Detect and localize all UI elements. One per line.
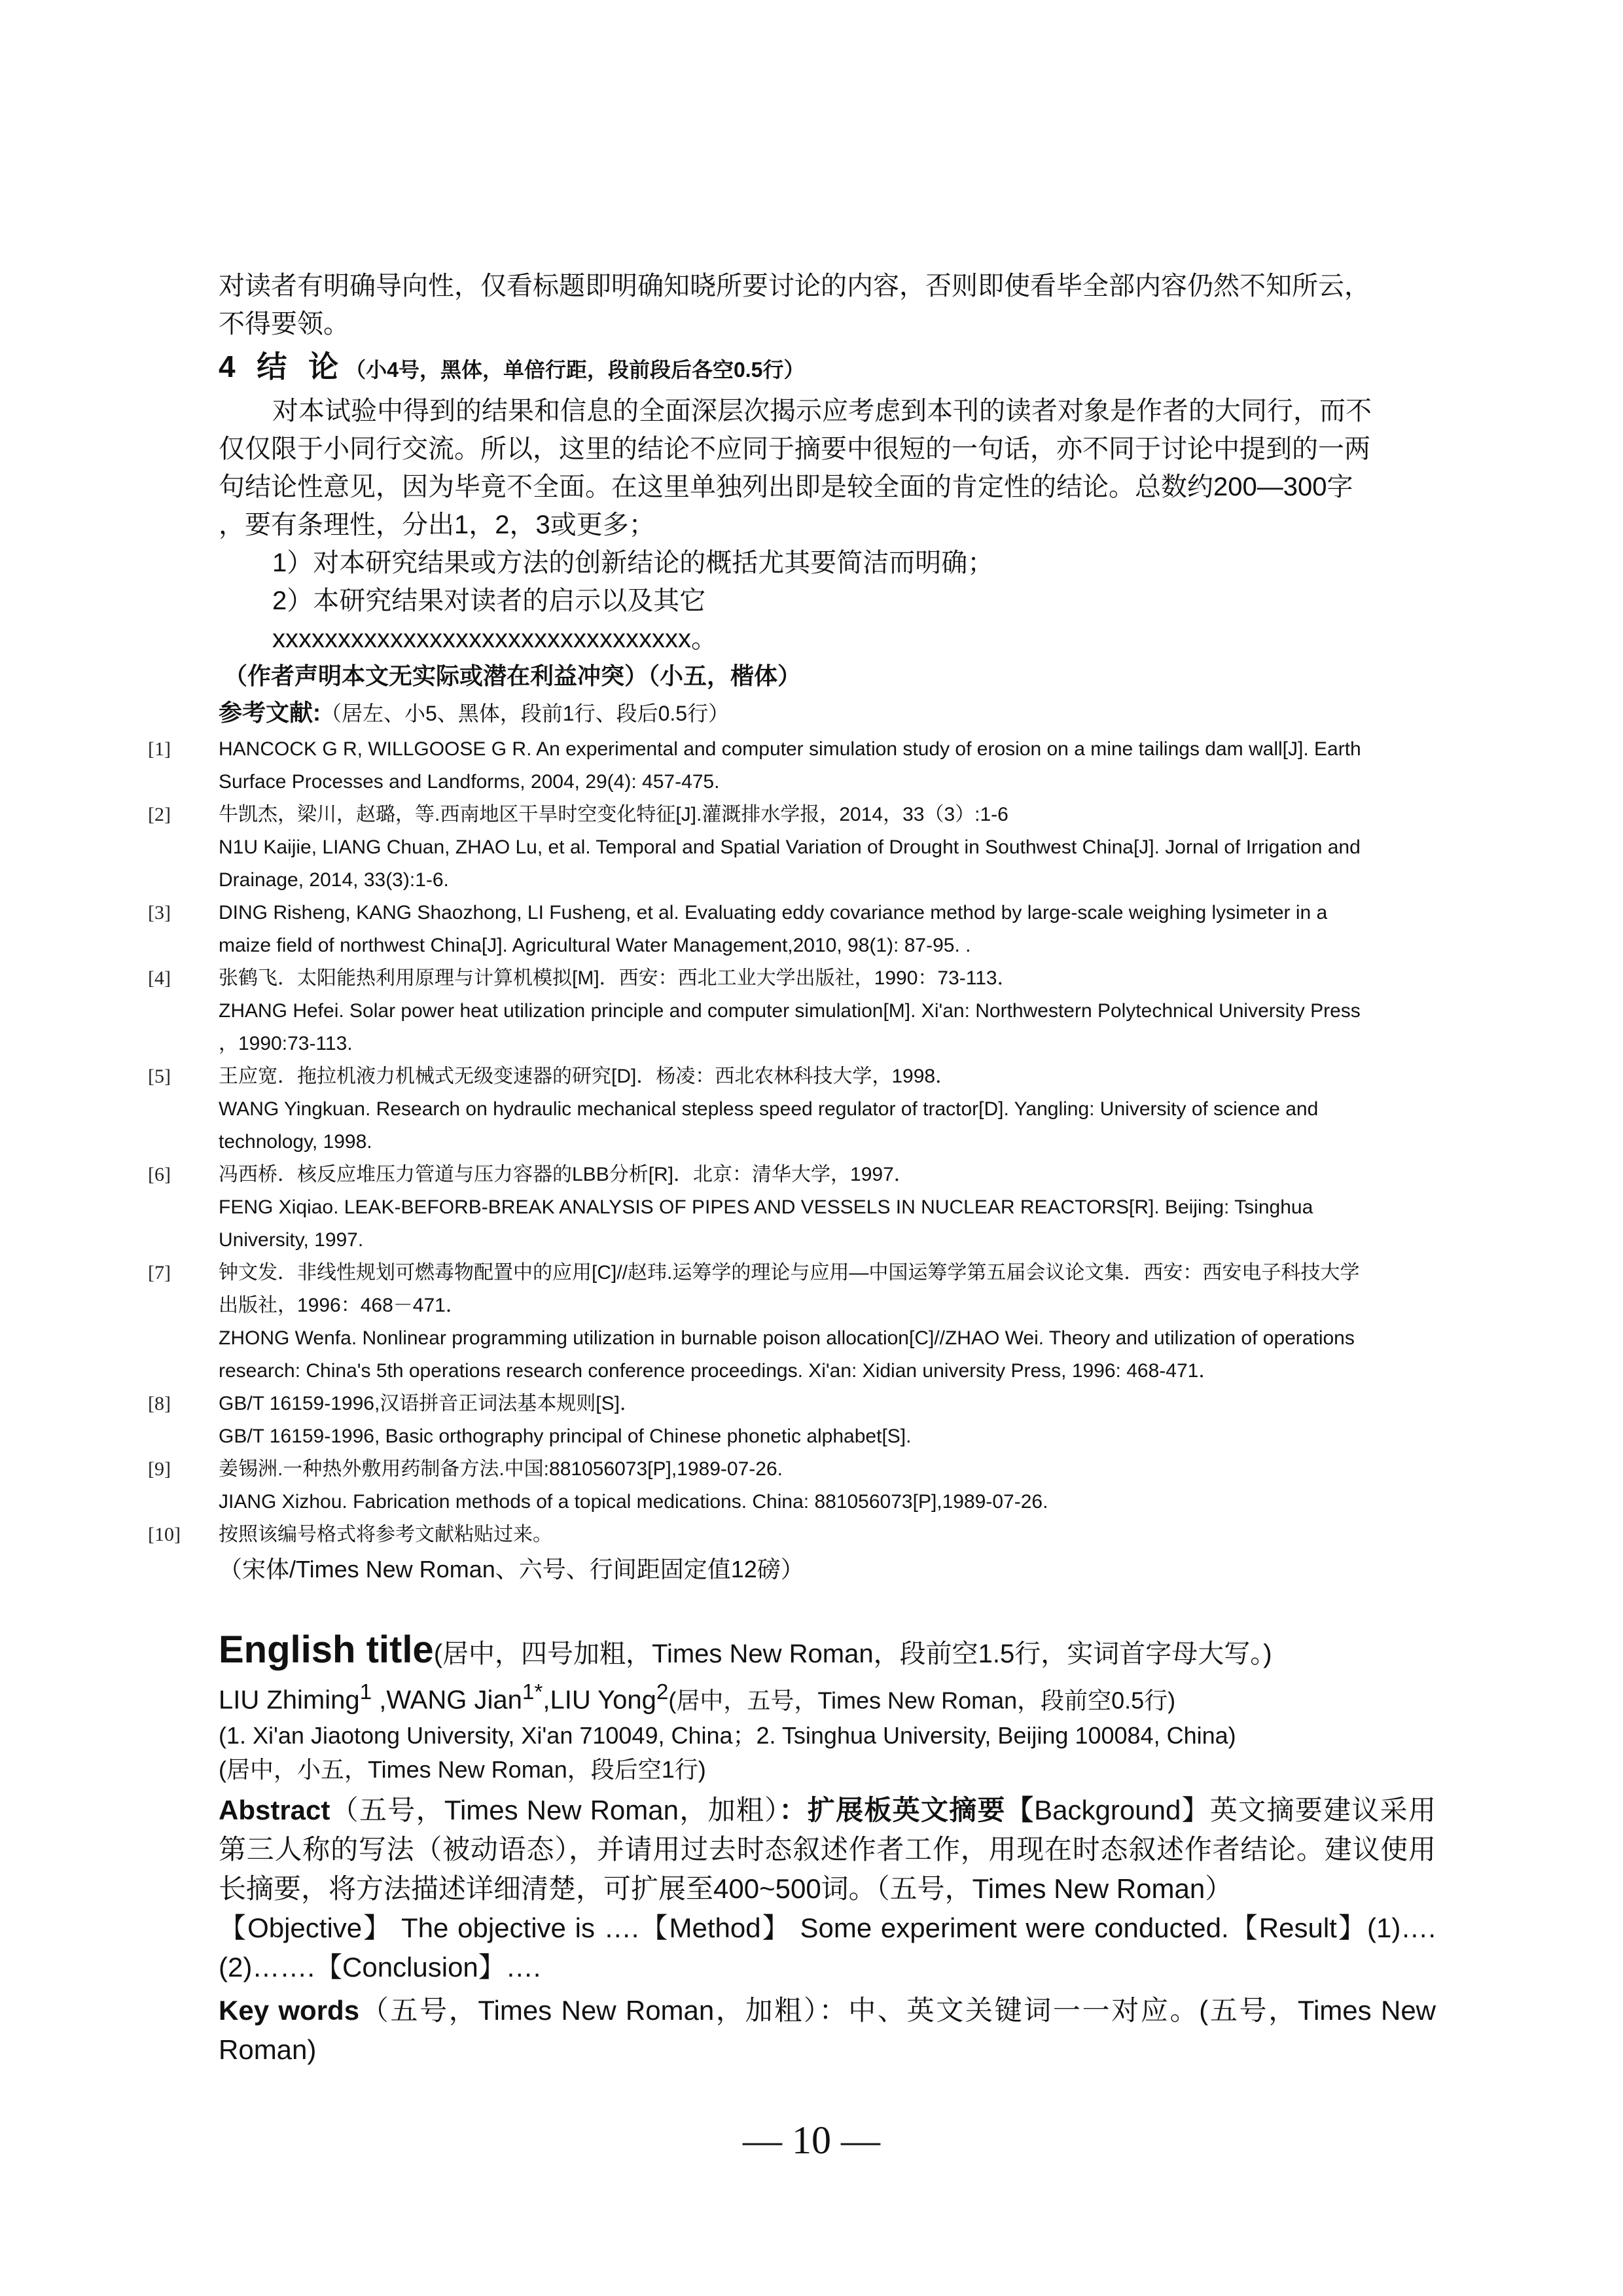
reference-line: University, 1997. <box>219 1229 364 1251</box>
reference-line: 出版社，1996：468－471． <box>219 1295 465 1316</box>
reference-item <box>148 962 1436 1060</box>
reference-line: research: China's 5th operations research conference proceedings. Xi'an: Xidian university Press, 1996: 468-471． <box>219 1360 1219 1382</box>
keywords-format-note: （五号，Times New Roman，加粗） <box>359 1995 819 2026</box>
reference-number: [5] <box>148 1066 171 1087</box>
reference-line: Surface Processes and Landforms, 2004, 29(4): 457-475. <box>219 771 720 793</box>
references-label: 参考文献: <box>219 699 321 726</box>
author-affiliation-mark: 1 <box>359 1680 372 1704</box>
references-heading <box>219 696 1436 730</box>
english-keywords <box>219 1991 1436 2070</box>
abstract-text: 】英文摘要建议采用第三人称的写法（被动语态），并请用过去时态叙述作者工作，用现在时态叙述作者结论。建议使用长摘要，将方法描述详细清楚，可扩展至400~500词。（五号，Times New Roman） <box>219 1795 1436 1905</box>
reference-line: GB/T 16159-1996, Basic orthography principal of Chinese phonetic alphabet[S]. <box>219 1426 912 1447</box>
reference-item <box>148 1257 1436 1388</box>
reference-number: [9] <box>148 1458 171 1480</box>
section-heading <box>219 346 1436 391</box>
reference-item <box>148 1158 1436 1257</box>
authors-format-note: (居中，五号，Times New Roman，段前空0.5行) <box>668 1687 1176 1714</box>
affiliation: (1. Xi'an Jiaotong University, Xi'an 710049, China；2. Tsinghua University, Beijing 100084, China) <box>219 1722 1236 1749</box>
page-content <box>148 267 1436 2070</box>
abstract-label: Abstract <box>219 1795 330 1826</box>
reference-line: 张鹤飞．太阳能热利用原理与计算机模拟[M]．西安：西北工业大学出版社，1990：73-113． <box>219 967 1017 989</box>
reference-number: [8] <box>148 1393 171 1414</box>
reference-item <box>148 1518 1436 1551</box>
body-paragraph-line: 对本试验中得到的结果和信息的全面深层次揭示应考虑到本刊的读者对象是作者的大同行，而不 <box>272 397 1372 425</box>
page-number: — 10 — <box>743 2119 880 2162</box>
abstract-structure: 【Objective】 The objective is ….【Method】 Some experiment were conducted.【Result】(1)….(2)…….【Conclusion】…. <box>219 1912 1436 1983</box>
reference-line: technology, 1998. <box>219 1131 372 1153</box>
english-authors <box>219 1674 1436 1719</box>
english-title-note: (居中，四号加粗，Times New Roman，段前空1.5行，实词首字母大写。) <box>433 1640 1272 1668</box>
body-paragraph-line: ，要有条理性，分出1，2，3或更多； <box>219 511 655 539</box>
abstract-background-label: Background <box>1034 1795 1181 1826</box>
reference-line: HANCOCK G R, WILLGOOSE G R. An experimental and computer simulation study of erosion on a mine tailings dam wall[J]. Earth <box>219 738 1361 760</box>
reference-line: ZHANG Hefei. Solar power heat utilization principle and computer simulation[M]. Xi'an: Northwestern Polytechnical University Press <box>219 1000 1361 1022</box>
reference-line: Drainage, 2014, 33(3):1-6. <box>219 869 449 891</box>
english-title: English title <box>219 1628 434 1671</box>
reference-item <box>148 798 1436 897</box>
reference-line: DING Risheng, KANG Shaozhong, LI Fusheng, et al. Evaluating eddy covariance method by large-scale weighing lysimeter in a <box>219 902 1328 924</box>
author-affiliation-mark: 1* <box>522 1680 543 1704</box>
reference-line: GB/T 16159-1996,汉语拼音正词法基本规则[S]． <box>219 1393 639 1414</box>
reference-item <box>148 1453 1436 1518</box>
reference-line: 按照该编号格式将参考文献粘贴过来。 <box>219 1524 552 1545</box>
author-name: ,LIU Yong <box>543 1685 656 1715</box>
author-name: LIU Zhiming <box>219 1685 360 1715</box>
intro-line: 对读者有明确导向性，仅看标题即明确知晓所要讨论的内容，否则即使看毕全部内容仍然不知所云， <box>219 272 1370 300</box>
reference-number: [10] <box>148 1524 181 1545</box>
reference-number: [1] <box>148 738 171 760</box>
reference-line: N1U Kaijie, LIANG Chuan, ZHAO Lu, et al. Temporal and Spatial Variation of Drought in Southwest China[J]. Jornal of Irrigation and <box>219 836 1361 858</box>
reference-line: 姜锡洲.一种热外敷用药制备方法.中国:881056073[P],1989-07-26. <box>219 1458 783 1480</box>
reference-number: [3] <box>148 902 171 924</box>
abstract-lead: ：扩展板英文摘要【 <box>779 1795 1035 1826</box>
reference-line: WANG Yingkuan. Research on hydraulic mechanical stepless speed regulator of tractor[D]. Yangling: University of science and <box>219 1098 1319 1120</box>
reference-line: JIANG Xizhou. Fabrication methods of a topical medications. China: 881056073[P],1989-07-26. <box>219 1491 1048 1513</box>
reference-line: ZHONG Wenfa. Nonlinear programming utilization in burnable poison allocation[C]//ZHAO Wei. Theory and utilization of operations <box>219 1327 1355 1349</box>
keywords-text: ：中、英文关键词一一对应。(五号，Times New Roman) <box>219 1995 1436 2066</box>
author-affiliation-mark: 2 <box>656 1680 669 1704</box>
reference-number: [6] <box>148 1164 171 1185</box>
reference-line: FENG Xiqiao. LEAK-BEFORB-BREAK ANALYSIS OF PIPES AND VESSELS IN NUCLEAR REACTORS[R]. Beijing: Tsinghua <box>219 1196 1313 1218</box>
section-title: 4 结 论 <box>219 350 346 384</box>
reference-item <box>148 1388 1436 1453</box>
conclusion-item: 1）对本研究结果或方法的创新结论的概括尤其要简洁而明确； <box>272 548 994 577</box>
reference-line: ，1990:73-113. <box>219 1033 353 1054</box>
body-paragraph-line: 句结论性意见，因为毕竟不全面。在这里单独列出即是较全面的肯定性的结论。总数约200—300字 <box>219 473 1353 501</box>
english-title-block <box>219 1630 1436 1674</box>
english-abstract <box>219 1791 1436 1987</box>
affiliation-format-note: (居中，小五，Times New Roman，段后空1行) <box>219 1756 706 1784</box>
section-format-note: （小4号，黑体，单倍行距，段前段后各空0.5行） <box>345 358 805 382</box>
reference-item <box>148 897 1436 962</box>
reference-line: 王应宽．拖拉机液力机械式无级变速器的研究[D]．杨凌：西北农林科技大学，1998． <box>219 1066 955 1087</box>
conflict-declaration: （作者声明本文无实际或潜在利益冲突）（小五，楷体） <box>224 662 802 689</box>
references-format-tail: （宋体/Times New Roman、六号、行间距固定值12磅） <box>219 1556 804 1583</box>
reference-item <box>148 1060 1436 1158</box>
reference-line: 牛凯杰，梁川，赵璐，等.西南地区干旱时空变化特征[J].灌溉排水学报，2014，33（3）:1-6 <box>219 804 1008 825</box>
reference-line: 钟文发．非线性规划可燃毒物配置中的应用[C]//赵玮.运筹学的理论与应用—中国运筹学第五届会议论文集．西安：西安电子科技大学 <box>219 1262 1360 1283</box>
reference-item <box>148 733 1436 798</box>
reference-line: 冯西桥．核反应堆压力管道与压力容器的LBB分析[R]．北京：清华大学，1997． <box>219 1164 914 1185</box>
intro-line: 不得要领。 <box>219 310 349 338</box>
reference-number: [4] <box>148 967 171 989</box>
author-name: ,WANG Jian <box>372 1685 522 1715</box>
reference-number: [2] <box>148 804 171 825</box>
abstract-format-note: （五号，Times New Roman，加粗） <box>330 1795 779 1826</box>
conclusion-item: 2）本研究结果对读者的启示以及其它 <box>272 586 706 615</box>
body-paragraph-line: 仅仅限于小同行交流。所以，这里的结论不应同于摘要中很短的一句话，亦不同于讨论中提到的一两 <box>219 435 1370 463</box>
reference-list <box>148 733 1436 1551</box>
conclusion-item: xxxxxxxxxxxxxxxxxxxxxxxxxxxxxxxx。 <box>272 624 717 653</box>
references-format-note: （居左、小5、黑体，段前1行、段后0.5行） <box>321 702 730 725</box>
keywords-label: Key words <box>219 1995 360 2026</box>
reference-line: maize field of northwest China[J]. Agricultural Water Management,2010, 98(1): 87-95. . <box>219 935 971 956</box>
reference-number: [7] <box>148 1262 171 1283</box>
